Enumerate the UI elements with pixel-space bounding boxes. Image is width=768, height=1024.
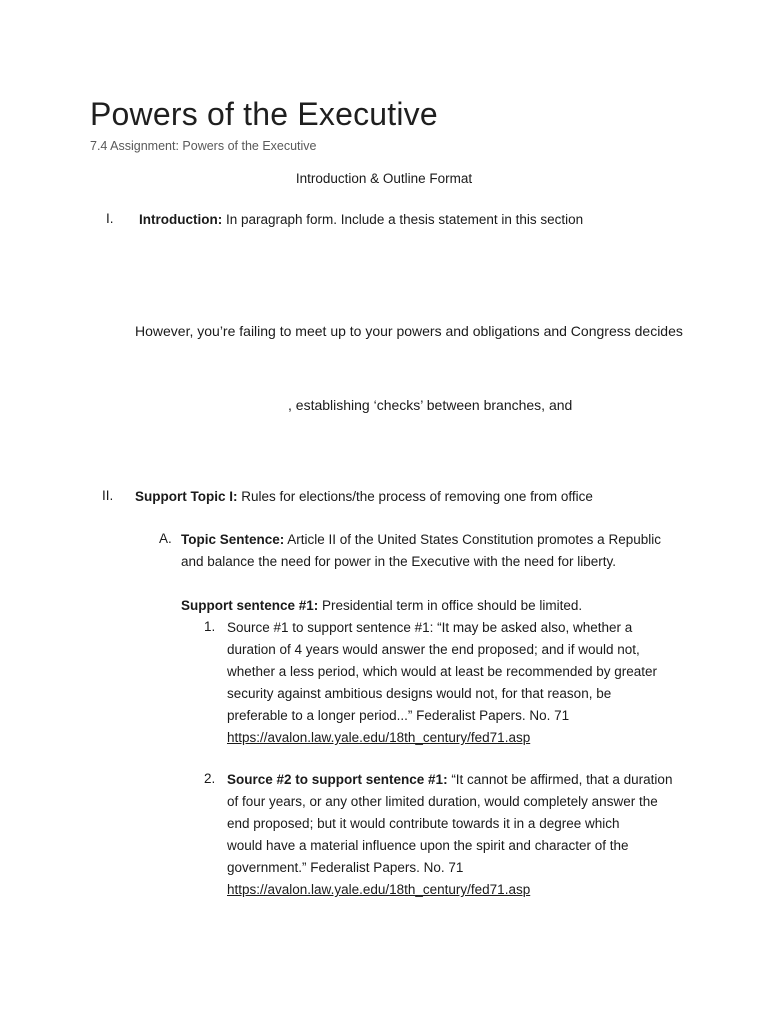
topic-sentence-line-1 xyxy=(181,529,661,551)
source-2-label: Source #2 to support sentence #1: xyxy=(227,772,448,787)
topic-sentence-text: Article II of the United States Constitution promotes a Republic xyxy=(284,532,661,547)
support-sentence-line xyxy=(181,595,582,617)
source-2-line: government.” Federalist Papers. No. 71 xyxy=(227,860,464,875)
support-topic-line xyxy=(135,486,593,508)
intro-line xyxy=(139,209,583,231)
source-2-marker: 2. xyxy=(204,771,216,786)
source-2-line-1 xyxy=(227,769,672,791)
section-heading: Introduction & Outline Format xyxy=(295,171,473,186)
intro-fragment-1: However, you’re failing to meet up to your powers and obligations and Congress decides xyxy=(135,323,683,339)
source-1-marker: 1. xyxy=(204,619,216,634)
support-sentence-label: Support sentence #1: xyxy=(181,598,319,613)
intro-label: Introduction: xyxy=(139,212,223,227)
support-sentence-text: Presidential term in office should be limited. xyxy=(318,598,583,613)
topic-sentence-line-2: and balance the need for power in the Executive with the need for liberty. xyxy=(181,554,617,569)
source-1-link[interactable]: https://avalon.law.yale.edu/18th_century/fed71.asp xyxy=(227,730,531,745)
source-2-first-text: “It cannot be affirmed, that a duration xyxy=(447,772,673,787)
support-topic-text: Rules for elections/the process of removing one from office xyxy=(237,489,593,504)
intro-fragment-2: , establishing ‘checks’ between branches, and xyxy=(288,397,573,413)
source-1-line: whether a less period, which would at least be recommended by greater xyxy=(227,664,657,679)
item-a-marker: A. xyxy=(159,531,172,546)
source-2-link[interactable]: https://avalon.law.yale.edu/18th_century/fed71.asp xyxy=(227,882,531,897)
source-2-line: of four years, or any other limited duration, would completely answer the xyxy=(227,794,658,809)
outline-numeral-2: II. xyxy=(102,488,114,503)
page-title: Powers of the Executive xyxy=(90,96,438,132)
page-subtitle: 7.4 Assignment: Powers of the Executive xyxy=(90,139,317,153)
source-2-line: end proposed; but it would contribute towards it in a degree which xyxy=(227,816,620,831)
source-1-line: Source #1 to support sentence #1: “It may be asked also, whether a xyxy=(227,620,633,635)
source-2-line: would have a material influence upon the spirit and character of the xyxy=(227,838,629,853)
intro-text: In paragraph form. Include a thesis statement in this section xyxy=(222,212,584,227)
outline-numeral-1: I. xyxy=(106,211,114,226)
support-topic-label: Support Topic I: xyxy=(135,489,238,504)
topic-sentence-label: Topic Sentence: xyxy=(181,532,285,547)
source-1-line: preferable to a longer period...” Federalist Papers. No. 71 xyxy=(227,708,570,723)
source-1-line: duration of 4 years would answer the end proposed; and if would not, xyxy=(227,642,640,657)
source-1-line: security against ambitious designs would not, for that reason, be xyxy=(227,686,612,701)
